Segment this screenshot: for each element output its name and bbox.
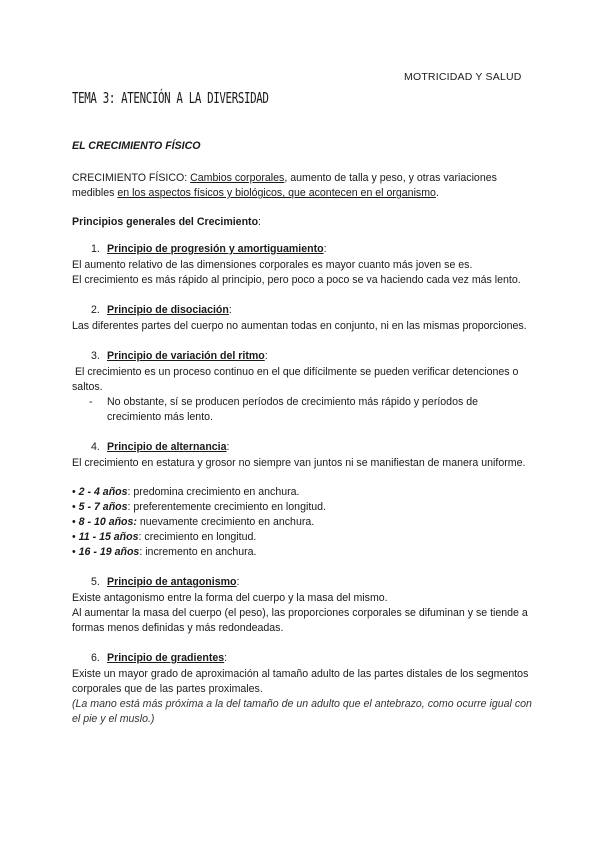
bullet-text: : incremento en anchura.	[139, 546, 257, 558]
principle-colon: :	[228, 304, 232, 316]
age-bullet	[72, 545, 532, 560]
principle-number: 6.	[91, 652, 100, 664]
document-body	[72, 139, 532, 727]
bullet-dot: •	[72, 486, 79, 498]
age-bullet	[72, 500, 532, 515]
principle-title: Principio de disociación	[107, 304, 229, 316]
intro-end: .	[435, 187, 439, 199]
bullet-text: nuevamente crecimiento en anchura.	[136, 516, 315, 528]
principle-title: Principio de alternancia	[107, 441, 227, 453]
principle-text: El crecimiento es un proceso continuo en el que difícilmente se pueden verificar detenciones o saltos.	[72, 366, 522, 393]
bullet-age: 5 - 7 años	[78, 501, 128, 513]
dash-item	[89, 395, 532, 425]
dash-mark: -	[89, 396, 93, 408]
principle-number: 2.	[91, 304, 100, 316]
principle-text: Al aumentar la masa del cuerpo (el peso), las proporciones corporales se difuminan y se tiende a formas menos definidas y más redondeadas.	[72, 607, 528, 634]
principle-number: 5.	[91, 576, 100, 588]
bullet-text: : predomina crecimiento en anchura.	[127, 486, 300, 498]
principle-title: Principio de progresión y amortiguamiento	[107, 243, 324, 255]
bullet-text: : preferentemente crecimiento en longitud.	[127, 501, 326, 513]
principle-2-heading	[91, 303, 532, 318]
bullet-dot: •	[72, 516, 79, 528]
principle-colon: :	[264, 350, 268, 362]
bullet-age: 16 - 19 años	[78, 546, 140, 558]
intro-underline-2: en los aspectos físicos y biológicos, que acontecen en el organismo	[117, 187, 436, 199]
subject-header: MOTRICIDAD Y SALUD	[404, 71, 522, 83]
principle-colon: :	[236, 576, 240, 588]
principle-number: 1.	[91, 243, 100, 255]
principle-1-heading	[91, 242, 532, 257]
principles-heading-text: Principios generales del Crecimiento	[72, 216, 259, 228]
bullet-dot: •	[72, 531, 79, 543]
principle-colon: :	[226, 441, 230, 453]
principle-text: Las diferentes partes del cuerpo no aumentan todas en conjunto, ni en las mismas proporciones.	[72, 320, 527, 332]
principle-6-heading	[91, 651, 532, 666]
principles-heading-colon: :	[258, 216, 261, 228]
principle-title: Principio de antagonismo	[107, 576, 237, 588]
principle-4	[72, 440, 532, 560]
principle-3	[72, 349, 532, 425]
principle-text: El aumento relativo de las dimensiones corporales es mayor cuanto más joven se es.	[72, 259, 473, 271]
principle-title: Principio de gradientes	[107, 652, 225, 664]
intro-paragraph	[72, 171, 532, 201]
principle-4-heading	[91, 440, 532, 455]
dash-text: No obstante, sí se producen períodos de crecimiento más rápido y períodos de crecimiento más lento.	[107, 396, 478, 423]
principle-5-heading	[91, 575, 532, 590]
principle-text: El crecimiento es más rápido al principio, pero poco a poco se va haciendo cada vez más lento.	[72, 274, 521, 286]
principle-1	[72, 242, 532, 288]
age-bullet	[72, 530, 532, 545]
intro-lead: CRECIMIENTO FÍSICO:	[72, 172, 191, 184]
bullet-text: : crecimiento en longitud.	[138, 531, 257, 543]
bullet-age: 8 - 10 años:	[78, 516, 137, 528]
principle-number: 3.	[91, 350, 100, 362]
principle-title: Principio de variación del ritmo	[107, 350, 265, 362]
intro-underline-1: Cambios corporales	[190, 172, 285, 184]
principle-2	[72, 303, 532, 334]
principle-text: Existe un mayor grado de aproximación al tamaño adulto de las partes distales de los segmentos corporales que de las partes proximales.	[72, 668, 529, 695]
bullet-age: 11 - 15 años	[78, 531, 139, 543]
bullet-age: 2 - 4 años	[78, 486, 128, 498]
bullet-dot: •	[72, 546, 79, 558]
principle-5	[72, 575, 532, 636]
principles-heading	[72, 215, 532, 230]
age-bullet	[72, 485, 532, 500]
principle-text: El crecimiento en estatura y grosor no siempre van juntos ni se manifiestan de manera uniforme.	[72, 457, 526, 469]
principle-colon: :	[224, 652, 228, 664]
principle-colon: :	[323, 243, 327, 255]
principle-3-heading	[91, 349, 532, 364]
section-title: EL CRECIMIENTO FÍSICO	[72, 140, 201, 152]
principle-note: (La mano está más próxima a la del tamaño de un adulto que el antebrazo, como ocurre igual con el pie y el muslo.)	[72, 698, 532, 725]
principle-text: Existe antagonismo entre la forma del cuerpo y la masa del mismo.	[72, 592, 388, 604]
age-bullet	[72, 515, 532, 530]
principle-number: 4.	[91, 441, 100, 453]
topic-title: TEMA 3: ATENCIÓN A LA DIVERSIDAD	[72, 89, 269, 107]
bullet-dot: •	[72, 501, 79, 513]
principle-6	[72, 651, 532, 727]
intro-mid: , aumento de talla y peso, y otras variaciones medibles	[72, 172, 497, 199]
